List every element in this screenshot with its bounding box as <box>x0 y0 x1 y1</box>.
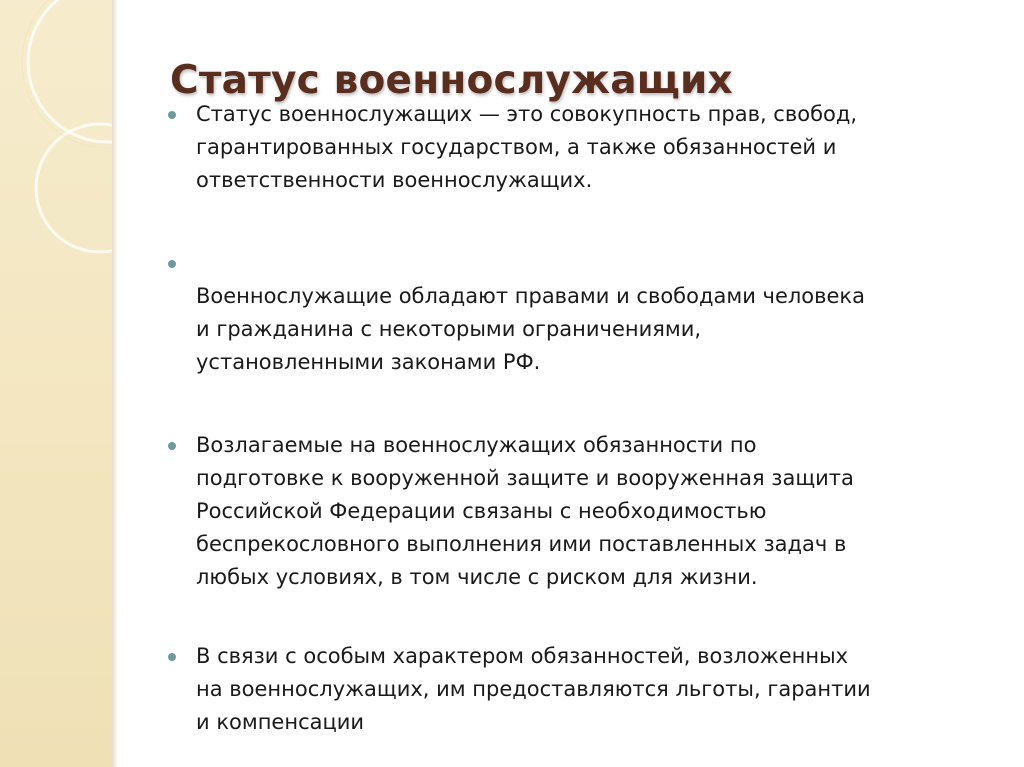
decorative-ring-1 <box>28 0 112 142</box>
bullet-line: Возлагаемые на военнослужащих обязанности по <box>196 433 757 457</box>
bullet-text <box>196 429 984 594</box>
bullet-line: подготовке к вооруженной защите и вооруженная защита <box>196 466 854 490</box>
bullet-line: Статус военнослужащих — это совокупность прав, свобод, <box>196 102 858 126</box>
bullet-dot-icon <box>168 653 176 661</box>
bullet-line: и гражданина с некоторыми ограничениями, <box>196 317 702 341</box>
bullet-line: Российской Федерации связаны с необходимостью <box>196 499 767 523</box>
bullet-text <box>196 251 984 379</box>
bullet-item <box>164 247 984 379</box>
decorative-ring-2 <box>36 124 112 252</box>
bullet-text <box>196 98 984 197</box>
bullet-line: на военнослужащих, им предоставляются льготы, гарантии <box>196 677 871 701</box>
bullet-list <box>164 98 984 739</box>
bullet-line: В связи с особым характером обязанностей, возложенных <box>196 644 849 668</box>
decorative-ring-3 <box>22 0 112 148</box>
decorative-rings <box>0 0 112 767</box>
bullet-text <box>196 640 984 739</box>
bullet-item <box>164 98 984 197</box>
bullet-item <box>164 429 984 594</box>
decorative-side-band <box>0 0 112 767</box>
bullet-dot-icon <box>168 442 176 450</box>
bullet-item <box>164 640 984 739</box>
band-shadow <box>112 0 118 767</box>
slide-title: Статус военнослужащих <box>170 58 733 104</box>
bullet-line: ответственности военнослужащих. <box>196 168 593 192</box>
bullet-dot-icon <box>168 111 176 119</box>
bullet-line: любых условиях, в том числе с риском для жизни. <box>196 565 758 589</box>
bullet-line: гарантированных государством, а также обязанностей и <box>196 135 837 159</box>
bullet-line: и компенсации <box>196 710 365 734</box>
bullet-line: установленными законами РФ. <box>196 350 541 374</box>
bullet-dot-icon <box>168 260 176 268</box>
bullet-line: беспрекословного выполнения ими поставленных задач в <box>196 532 847 556</box>
bullet-line: Военнослужащие обладают правами и свободами человека <box>196 284 865 308</box>
